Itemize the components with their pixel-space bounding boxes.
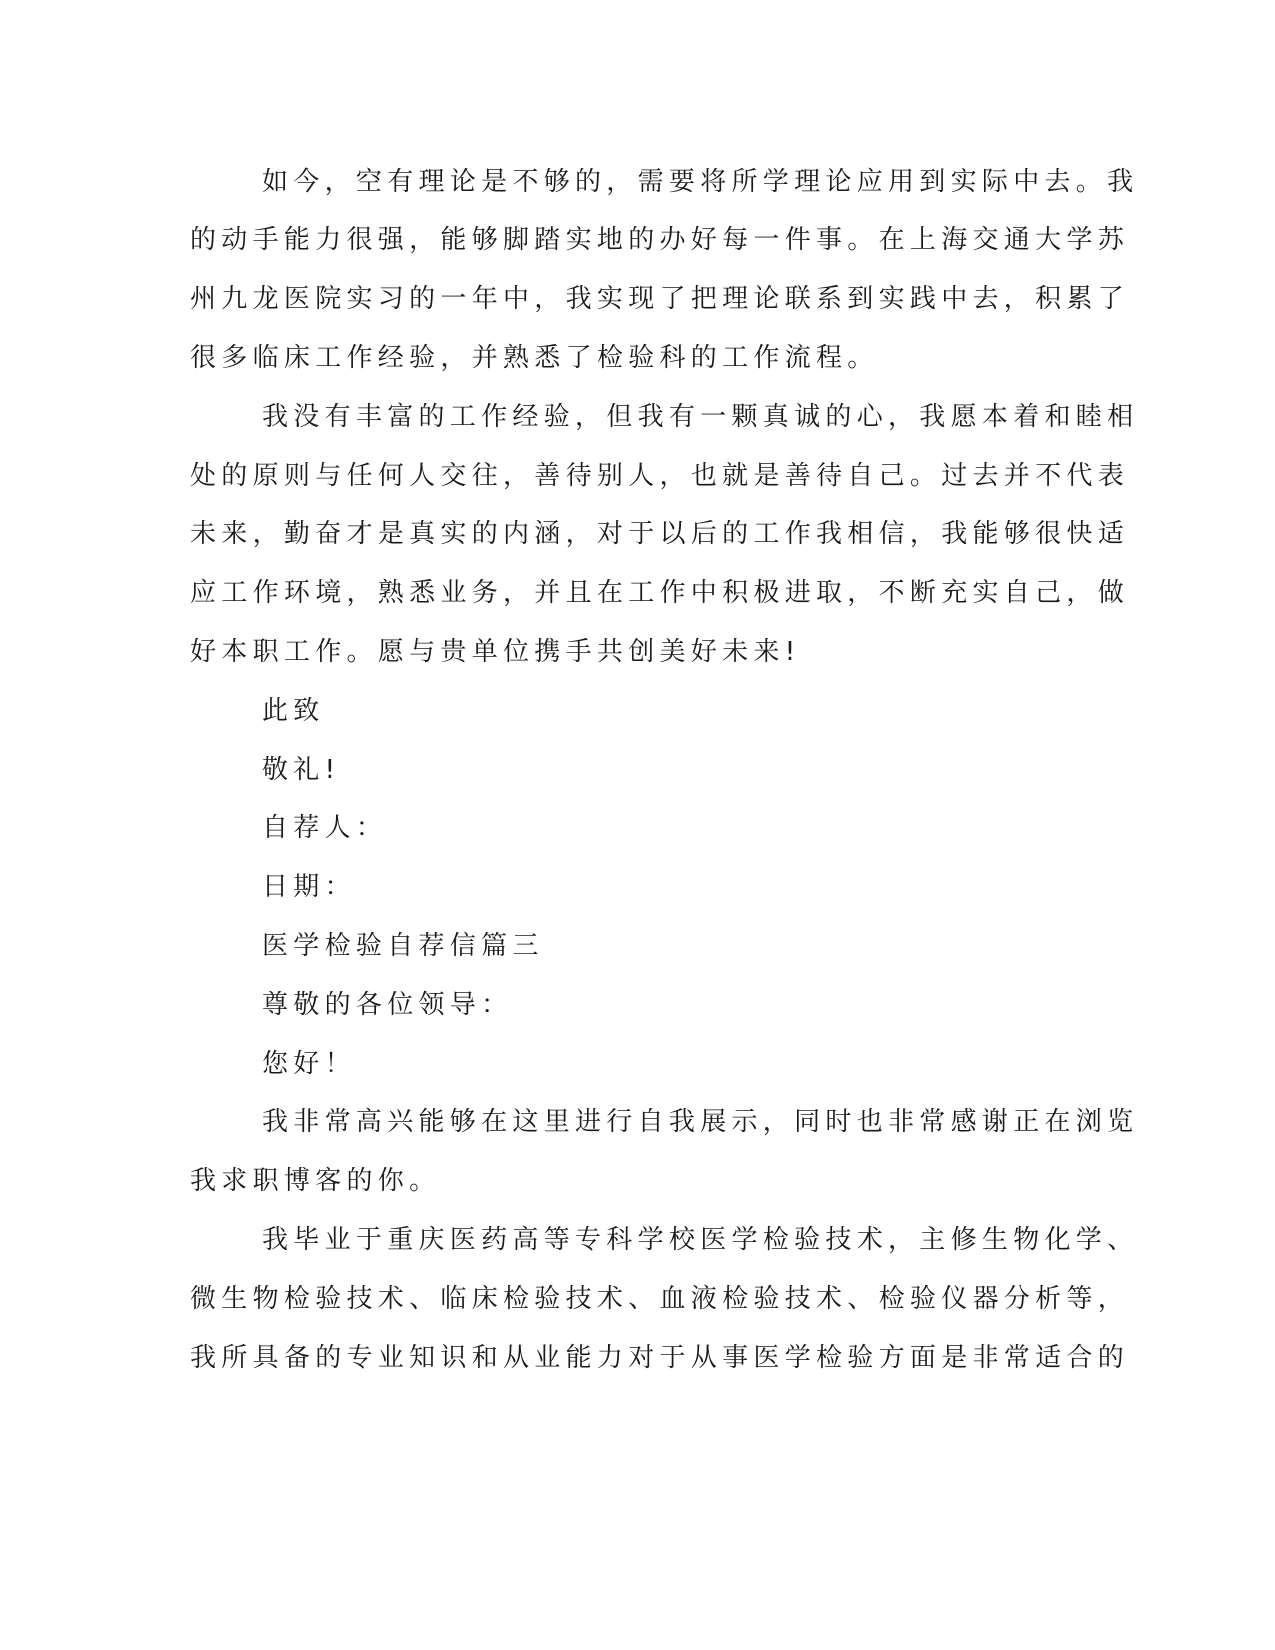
text-line: 我求职博客的你。	[190, 1166, 441, 1196]
signature-label: 自荐人：	[262, 813, 388, 843]
text-line: 如今，空有理论是不够的，需要将所学理论应用到实际中去。我	[262, 167, 1139, 197]
text-line: 州九龙医院实习的一年中，我实现了把理论联系到实践中去，积累了	[190, 284, 1130, 314]
greeting-hello: 您好！	[262, 1049, 356, 1079]
text-line: 未来，勤奋才是真实的内涵，对于以后的工作我相信，我能够很快适	[190, 519, 1130, 549]
greeting: 尊敬的各位领导：	[262, 990, 513, 1020]
date-label: 日期：	[262, 872, 356, 902]
text-line: 很多临床工作经验，并熟悉了检验科的工作流程。	[190, 343, 879, 373]
text-line: 应工作环境，熟悉业务，并且在工作中积极进取，不断充实自己，做	[190, 578, 1130, 608]
closing-regards: 敬礼!	[262, 755, 341, 785]
text-line: 的动手能力很强，能够脚踏实地的办好每一件事。在上海交通大学苏	[190, 225, 1130, 255]
text-line: 好本职工作。愿与贵单位携手共创美好未来!	[190, 637, 801, 667]
text-line: 微生物检验技术、临床检验技术、血液检验技术、检验仪器分析等，	[190, 1284, 1130, 1314]
closing-salutation: 此致	[262, 696, 325, 726]
text-line: 处的原则与任何人交往，善待别人，也就是善待自己。过去并不代表	[190, 461, 1130, 491]
section-heading: 医学检验自荐信篇三	[262, 931, 544, 961]
text-line: 我没有丰富的工作经验，但我有一颗真诚的心，我愿本着和睦相	[262, 402, 1139, 432]
text-line: 我所具备的专业知识和从业能力对于从事医学检验方面是非常适合的	[190, 1343, 1130, 1373]
text-line: 我非常高兴能够在这里进行自我展示，同时也非常感谢正在浏览	[262, 1107, 1139, 1137]
text-line: 我毕业于重庆医药高等专科学校医学检验技术，主修生物化学、	[262, 1225, 1139, 1255]
